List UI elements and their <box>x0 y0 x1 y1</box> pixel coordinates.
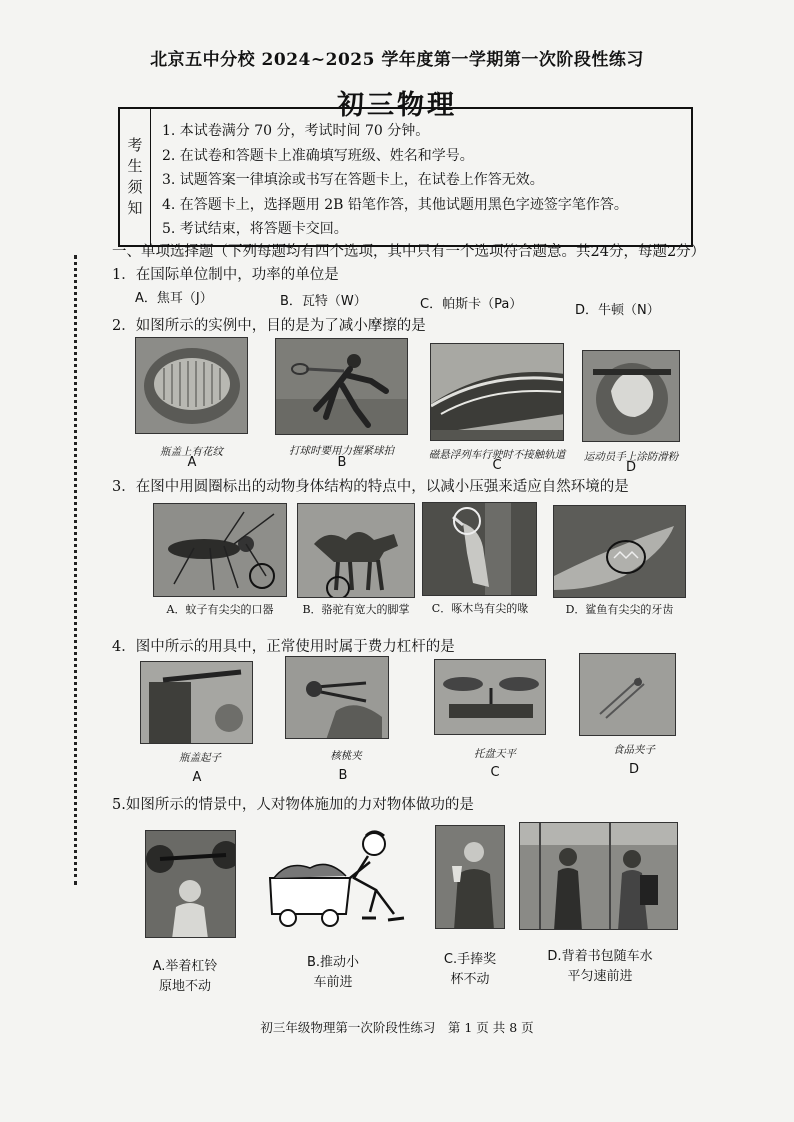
highlight-circle <box>606 540 646 574</box>
notice-list <box>162 119 628 242</box>
question-4-letter-d: D <box>628 762 639 777</box>
nutcracker-photo <box>285 656 389 739</box>
question-4-letter-c: C <box>490 765 500 780</box>
question-3-caption-b: B．骆驼有宽大的脚掌 <box>302 603 410 616</box>
weightlifter-photo <box>145 830 236 938</box>
question-2-letter-a: A <box>187 455 197 470</box>
highlight-circle <box>326 576 350 598</box>
question-5-caption-d <box>530 947 670 987</box>
question-2-caption-a: 瓶盖上有花纹 <box>160 446 223 458</box>
bottle-cap-image <box>136 338 248 434</box>
weightlifter-image <box>146 831 236 938</box>
question-2-letter-c: C <box>492 458 502 473</box>
pushing-cart-illustration <box>258 828 408 928</box>
bottle-opener-photo <box>140 661 253 744</box>
notice-label-char: 须 <box>127 178 143 196</box>
notice-label-char: 知 <box>127 199 143 217</box>
tennis-player-image <box>276 339 408 435</box>
balance-scale-image <box>435 660 546 735</box>
question-3-stem: 3．在图中用圆圈标出的动物身体结构的特点中，以减小压强来适应自然环境的是 <box>112 479 629 495</box>
notice-label-char: 考 <box>127 136 143 154</box>
question-4-caption-c: 托盘天平 <box>474 748 516 760</box>
question-5-caption-a-line-2: 原地不动 <box>158 979 211 994</box>
question-4-caption-b: 核桃夹 <box>330 750 362 762</box>
notice-item: 1. 本试卷满分 70 分，考试时间 70 分钟。 <box>162 123 430 139</box>
question-4-caption-a: 瓶盖起子 <box>179 752 221 764</box>
balance-scale-photo <box>434 659 546 735</box>
highlight-circle <box>249 563 275 589</box>
question-1-option-b: B．瓦特（W） <box>280 294 367 309</box>
question-2-stem: 2．如图所示的实例中，目的是为了减小摩擦的是 <box>112 318 426 334</box>
question-4-letter-b: B <box>338 768 348 783</box>
page-footer: 初三年级物理第一次阶段性练习 第 1 页 共 8 页 <box>260 1020 534 1035</box>
section-heading: 一、单项选择题（下列每题均有四个选项，其中只有一个选项符合题意。共24分，每题2分） <box>112 244 706 260</box>
question-3-caption-c: C．啄木鸟有尖的喙 <box>431 602 529 615</box>
question-1-stem: 1．在国际单位制中，功率的单位是 <box>112 267 339 283</box>
trophy-holder-photo <box>435 825 505 929</box>
notice-label-char: 生 <box>127 157 143 175</box>
question-5-caption-d-line-1: D.背着书包随车水 <box>547 949 653 964</box>
trophy-holder-image <box>436 826 505 929</box>
food-tongs-image <box>580 654 676 736</box>
bottle-cap-photo <box>135 337 248 434</box>
notice-label <box>120 109 151 245</box>
question-1-option-d: D．牛顿（N） <box>575 303 660 318</box>
question-2-letter-d: D <box>625 460 636 475</box>
maglev-train-image <box>431 344 564 441</box>
question-5-stem: 5.如图所示的情景中，人对物体施加的力对物体做功的是 <box>112 797 474 813</box>
chalk-hands-photo <box>582 350 680 442</box>
bus-passengers-image <box>520 823 678 930</box>
question-1-option-a: A．焦耳（J） <box>135 291 213 306</box>
question-2-caption-d: 运动员手上涂防滑粉 <box>583 451 679 463</box>
notice-item: 4. 在答题卡上，选择题用 2B 铅笔作答，其他试题用黑色字迹签字笔作答。 <box>162 196 628 213</box>
notice-item: 5. 考试结束，将答题卡交回。 <box>162 221 348 237</box>
nutcracker-image <box>286 657 389 739</box>
question-5-caption-b-line-2: 车前进 <box>313 975 353 990</box>
subject-title: 初三物理 <box>337 90 457 121</box>
notice-item: 3. 试题答案一律填涂或书写在答题卡上，在试卷上作答无效。 <box>162 172 544 188</box>
question-2-caption-c: 磁悬浮列车行驶时不接触轨道 <box>428 449 566 461</box>
camel-image <box>298 504 415 598</box>
question-5-caption-a-line-1: A.举着杠铃 <box>152 959 218 974</box>
binding-margin-dots <box>74 255 77 885</box>
maglev-train-photo <box>430 343 564 441</box>
highlight-circle <box>453 507 481 535</box>
question-5-caption-b <box>283 953 383 993</box>
school-exam-title: 北京五中分校 2024~2025 学年度第一学期第一次阶段性练习 <box>150 50 644 70</box>
chalk-hands-image <box>583 351 680 442</box>
question-5-caption-b-line-1: B.推动小 <box>306 955 360 970</box>
camel-photo <box>297 503 415 598</box>
shark-photo <box>553 505 686 598</box>
question-5-caption-c-line-2: 杯不动 <box>450 972 490 987</box>
question-5-caption-a <box>135 957 235 997</box>
exam-notice-box <box>118 107 693 247</box>
woodpecker-photo <box>422 502 537 596</box>
notice-item: 2. 在试卷和答题卡上准确填写班级、姓名和学号。 <box>162 147 474 164</box>
food-tongs-photo <box>579 653 676 736</box>
question-4-stem: 4．图中所示的用具中，正常使用时属于费力杠杆的是 <box>112 639 455 655</box>
bottle-opener-image <box>141 662 253 744</box>
question-4-caption-d: 食品夹子 <box>613 744 655 756</box>
question-3-caption-a: A．蚊子有尖尖的口器 <box>166 603 274 616</box>
question-2-letter-b: B <box>337 455 347 470</box>
question-5-caption-c-line-1: C.手捧奖 <box>443 952 497 967</box>
question-2-caption-b: 打球时要用力握紧球拍 <box>289 445 394 457</box>
question-5-caption-c <box>420 950 520 990</box>
bus-passengers-photo <box>519 822 678 930</box>
question-4-letter-a: A <box>192 770 202 785</box>
tennis-player-photo <box>275 338 408 435</box>
mosquito-photo <box>153 503 287 597</box>
question-3-caption-d: D．鲨鱼有尖尖的牙齿 <box>565 603 674 616</box>
question-1-option-c: C．帕斯卡（Pa） <box>420 297 523 312</box>
pushing-cart-image <box>258 828 408 928</box>
question-5-caption-d-line-2: 平匀速前进 <box>567 969 633 984</box>
